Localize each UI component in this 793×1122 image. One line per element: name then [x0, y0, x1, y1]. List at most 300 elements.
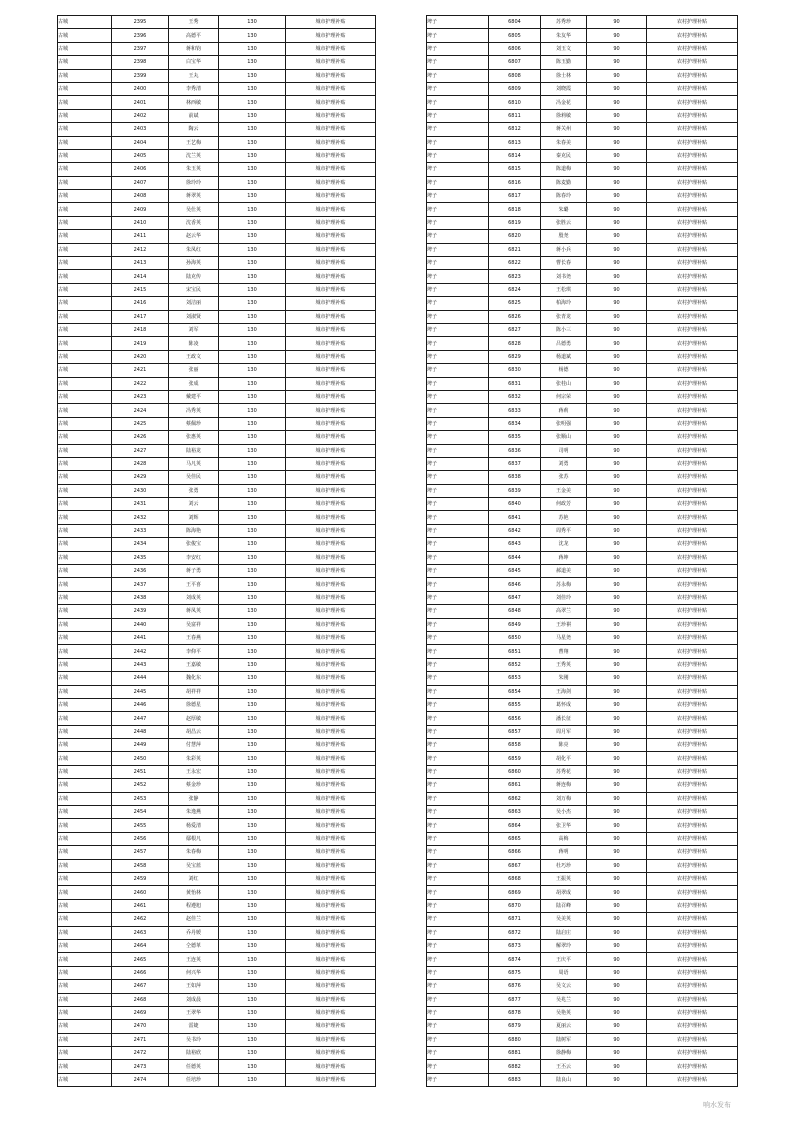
serial-number-cell: 6868	[489, 873, 541, 886]
person-name-cell: 司明	[541, 444, 587, 457]
table-row	[427, 645, 738, 658]
person-name-cell: 刘成英	[169, 591, 219, 604]
table-row	[427, 56, 738, 69]
subsidy-category-cell: 城市护理补贴	[286, 765, 376, 778]
person-name-cell: 刘辉	[169, 511, 219, 524]
subsidy-category-cell: 城市护理补贴	[286, 565, 376, 578]
serial-number-cell: 2451	[112, 765, 169, 778]
serial-number-cell: 2412	[112, 243, 169, 256]
amount-cell: 130	[219, 230, 286, 243]
serial-number-cell: 2423	[112, 390, 169, 403]
table-row	[427, 216, 738, 229]
serial-number-cell: 2441	[112, 631, 169, 644]
subsidy-category-cell: 城市护理补贴	[286, 337, 376, 350]
table-row	[427, 1033, 738, 1046]
amount-cell: 130	[219, 524, 286, 537]
subsidy-category-cell: 城市护理补贴	[286, 939, 376, 952]
person-name-cell: 李秀清	[169, 82, 219, 95]
person-name-cell: 王丸	[169, 69, 219, 82]
amount-cell: 130	[219, 672, 286, 685]
serial-number-cell: 6879	[489, 1020, 541, 1033]
table-row	[58, 926, 376, 939]
table-row	[58, 350, 376, 363]
subsidy-category-cell: 农村护理补贴	[647, 390, 738, 403]
table-row	[58, 337, 376, 350]
table-row	[427, 511, 738, 524]
amount-cell: 90	[587, 698, 647, 711]
serial-number-cell: 6819	[489, 216, 541, 229]
region-cell: 古城	[58, 270, 112, 283]
person-name-cell: 刘勇	[541, 457, 587, 470]
subsidy-category-cell: 城市护理补贴	[286, 323, 376, 336]
amount-cell: 90	[587, 431, 647, 444]
subsidy-category-cell: 农村护理补贴	[647, 913, 738, 926]
subsidy-category-cell: 农村护理补贴	[647, 364, 738, 377]
serial-number-cell: 6849	[489, 618, 541, 631]
person-name-cell: 黄怡林	[169, 886, 219, 899]
serial-number-cell: 6824	[489, 283, 541, 296]
region-cell: 古城	[58, 806, 112, 819]
region-cell: 古城	[58, 42, 112, 55]
subsidy-category-cell: 城市护理补贴	[286, 886, 376, 899]
amount-cell: 90	[587, 163, 647, 176]
person-name-cell: 刘佳玲	[541, 591, 587, 604]
region-cell: 埤子	[427, 123, 489, 136]
subsidy-category-cell: 农村护理补贴	[647, 82, 738, 95]
subsidy-category-cell: 农村护理补贴	[647, 457, 738, 470]
table-row	[58, 524, 376, 537]
subsidy-category-cell: 农村护理补贴	[647, 806, 738, 819]
subsidy-category-cell: 农村护理补贴	[647, 323, 738, 336]
table-row	[427, 323, 738, 336]
person-name-cell: 陶云	[169, 123, 219, 136]
table-row	[427, 364, 738, 377]
table-row	[427, 618, 738, 631]
person-name-cell: 蒋莉	[541, 404, 587, 417]
person-name-cell: 刘洁丽	[169, 297, 219, 310]
serial-number-cell: 6883	[489, 1073, 541, 1086]
serial-number-cell: 6875	[489, 966, 541, 979]
amount-cell: 130	[219, 310, 286, 323]
serial-number-cell: 2426	[112, 431, 169, 444]
person-name-cell: 胡昌云	[169, 725, 219, 738]
subsidy-category-cell: 城市护理补贴	[286, 457, 376, 470]
region-cell: 古城	[58, 779, 112, 792]
table-row	[58, 216, 376, 229]
person-name-cell: 陆裕欣	[169, 1047, 219, 1060]
amount-cell: 90	[587, 498, 647, 511]
serial-number-cell: 6858	[489, 739, 541, 752]
person-name-cell: 魏化东	[169, 672, 219, 685]
serial-number-cell: 2464	[112, 939, 169, 952]
serial-number-cell: 2425	[112, 417, 169, 430]
serial-number-cell: 2408	[112, 190, 169, 203]
region-cell: 古城	[58, 82, 112, 95]
person-name-cell: 葛怀成	[541, 698, 587, 711]
region-cell: 埤子	[427, 806, 489, 819]
amount-cell: 130	[219, 926, 286, 939]
person-name-cell: 吴文云	[541, 980, 587, 993]
subsidy-category-cell: 农村护理补贴	[647, 511, 738, 524]
subsidy-category-cell: 城市护理补贴	[286, 29, 376, 42]
person-name-cell: 胡化平	[541, 752, 587, 765]
subsidy-category-cell: 农村护理补贴	[647, 69, 738, 82]
person-name-cell: 苏永梅	[541, 578, 587, 591]
subsidy-category-cell: 城市护理补贴	[286, 310, 376, 323]
region-cell: 埤子	[427, 980, 489, 993]
person-name-cell: 徐德星	[169, 698, 219, 711]
table-row	[58, 1060, 376, 1073]
subsidy-category-cell: 农村护理补贴	[647, 444, 738, 457]
amount-cell: 90	[587, 323, 647, 336]
subsidy-category-cell: 农村护理补贴	[647, 926, 738, 939]
table-row	[427, 792, 738, 805]
table-row	[58, 42, 376, 55]
region-cell: 埤子	[427, 765, 489, 778]
amount-cell: 130	[219, 431, 286, 444]
table-row	[427, 29, 738, 42]
region-cell: 古城	[58, 739, 112, 752]
table-row	[58, 779, 376, 792]
region-cell: 埤子	[427, 846, 489, 859]
serial-number-cell: 2404	[112, 136, 169, 149]
table-row	[58, 16, 376, 29]
person-name-cell: 何政芳	[541, 498, 587, 511]
table-row	[427, 149, 738, 162]
table-row	[427, 939, 738, 952]
person-name-cell: 周秀平	[541, 524, 587, 537]
person-name-cell: 冯金花	[541, 96, 587, 109]
amount-cell: 90	[587, 913, 647, 926]
person-name-cell: 蒋翠英	[169, 190, 219, 203]
subsidy-category-cell: 农村护理补贴	[647, 136, 738, 149]
subsidy-category-cell: 城市护理补贴	[286, 498, 376, 511]
table-row	[427, 953, 738, 966]
person-name-cell: 仝德革	[169, 939, 219, 952]
region-cell: 古城	[58, 417, 112, 430]
region-cell: 古城	[58, 926, 112, 939]
table-row	[58, 698, 376, 711]
person-name-cell: 朱彩英	[169, 752, 219, 765]
serial-number-cell: 6882	[489, 1060, 541, 1073]
amount-cell: 130	[219, 149, 286, 162]
region-cell: 埤子	[427, 96, 489, 109]
region-cell: 古城	[58, 672, 112, 685]
amount-cell: 130	[219, 29, 286, 42]
region-cell: 埤子	[427, 270, 489, 283]
amount-cell: 90	[587, 364, 647, 377]
table-row	[427, 297, 738, 310]
region-cell: 埤子	[427, 69, 489, 82]
amount-cell: 90	[587, 96, 647, 109]
subsidy-category-cell: 城市护理补贴	[286, 203, 376, 216]
person-name-cell: 胡翠成	[541, 886, 587, 899]
region-cell: 埤子	[427, 1033, 489, 1046]
person-name-cell: 王海剑	[541, 685, 587, 698]
amount-cell: 90	[587, 806, 647, 819]
table-row	[427, 123, 738, 136]
region-cell: 古城	[58, 752, 112, 765]
person-name-cell: 任培珍	[169, 1073, 219, 1086]
table-row	[427, 1073, 738, 1086]
table-row	[58, 457, 376, 470]
subsidy-category-cell: 农村护理补贴	[647, 498, 738, 511]
table-row	[427, 377, 738, 390]
serial-number-cell: 2465	[112, 953, 169, 966]
person-name-cell: 王嘉敏	[169, 658, 219, 671]
table-row	[58, 739, 376, 752]
region-cell: 古城	[58, 712, 112, 725]
serial-number-cell: 6860	[489, 765, 541, 778]
subsidy-category-cell: 城市护理补贴	[286, 846, 376, 859]
table-row	[427, 337, 738, 350]
serial-number-cell: 6830	[489, 364, 541, 377]
table-row	[427, 417, 738, 430]
amount-cell: 130	[219, 551, 286, 564]
table-row	[58, 243, 376, 256]
subsidy-category-cell: 农村护理补贴	[647, 538, 738, 551]
serial-number-cell: 2447	[112, 712, 169, 725]
subsidy-category-cell: 农村护理补贴	[647, 631, 738, 644]
region-cell: 埤子	[427, 1060, 489, 1073]
region-cell: 古城	[58, 123, 112, 136]
table-row	[58, 631, 376, 644]
subsidy-category-cell: 农村护理补贴	[647, 672, 738, 685]
person-name-cell: 张俊宝	[169, 538, 219, 551]
serial-number-cell: 2399	[112, 69, 169, 82]
amount-cell: 90	[587, 658, 647, 671]
amount-cell: 90	[587, 176, 647, 189]
region-cell: 古城	[58, 29, 112, 42]
subsidy-category-cell: 城市护理补贴	[286, 591, 376, 604]
region-cell: 古城	[58, 698, 112, 711]
table-row	[58, 257, 376, 270]
subsidy-category-cell: 农村护理补贴	[647, 685, 738, 698]
amount-cell: 130	[219, 618, 286, 631]
serial-number-cell: 2405	[112, 149, 169, 162]
amount-cell: 130	[219, 939, 286, 952]
person-name-cell: 王金美	[541, 484, 587, 497]
amount-cell: 90	[587, 886, 647, 899]
serial-number-cell: 6861	[489, 779, 541, 792]
table-row	[58, 390, 376, 403]
region-cell: 埤子	[427, 578, 489, 591]
amount-cell: 90	[587, 203, 647, 216]
amount-cell: 130	[219, 591, 286, 604]
serial-number-cell: 6874	[489, 953, 541, 966]
table-row	[58, 752, 376, 765]
subsidy-category-cell: 农村护理补贴	[647, 431, 738, 444]
serial-number-cell: 6820	[489, 230, 541, 243]
table-row	[427, 538, 738, 551]
table-row	[58, 859, 376, 872]
amount-cell: 130	[219, 739, 286, 752]
table-row	[427, 1060, 738, 1073]
subsidy-category-cell: 城市护理补贴	[286, 136, 376, 149]
subsidy-category-cell: 城市护理补贴	[286, 792, 376, 805]
subsidy-category-cell: 农村护理补贴	[647, 310, 738, 323]
region-cell: 埤子	[427, 899, 489, 912]
region-cell: 古城	[58, 993, 112, 1006]
amount-cell: 130	[219, 404, 286, 417]
table-row	[427, 712, 738, 725]
person-name-cell: 朱凤红	[169, 243, 219, 256]
amount-cell: 90	[587, 953, 647, 966]
person-name-cell: 冯秀英	[169, 404, 219, 417]
serial-number-cell: 2449	[112, 739, 169, 752]
region-cell: 古城	[58, 859, 112, 872]
region-cell: 古城	[58, 511, 112, 524]
subsidy-category-cell: 城市护理补贴	[286, 123, 376, 136]
amount-cell: 90	[587, 390, 647, 403]
person-name-cell: 解翠玲	[541, 939, 587, 952]
amount-cell: 130	[219, 82, 286, 95]
serial-number-cell: 2435	[112, 551, 169, 564]
person-name-cell: 吴佳民	[169, 471, 219, 484]
serial-number-cell: 6869	[489, 886, 541, 899]
person-name-cell: 苏艳	[541, 511, 587, 524]
subsidy-category-cell: 城市护理补贴	[286, 283, 376, 296]
subsidy-category-cell: 农村护理补贴	[647, 591, 738, 604]
region-cell: 古城	[58, 819, 112, 832]
amount-cell: 130	[219, 1006, 286, 1019]
table-row	[58, 899, 376, 912]
region-cell: 埤子	[427, 565, 489, 578]
region-cell: 古城	[58, 618, 112, 631]
amount-cell: 130	[219, 886, 286, 899]
person-name-cell: 张惠英	[169, 431, 219, 444]
table-row	[58, 565, 376, 578]
subsidy-category-cell: 城市护理补贴	[286, 1033, 376, 1046]
person-name-cell: 王如萍	[169, 980, 219, 993]
region-cell: 埤子	[427, 752, 489, 765]
region-cell: 古城	[58, 980, 112, 993]
amount-cell: 130	[219, 297, 286, 310]
table-row	[58, 806, 376, 819]
table-row	[58, 1073, 376, 1086]
table-row	[58, 819, 376, 832]
subsidy-category-cell: 农村护理补贴	[647, 257, 738, 270]
region-cell: 埤子	[427, 16, 489, 29]
subsidy-category-cell: 农村护理补贴	[647, 618, 738, 631]
person-name-cell: 吴富祥	[169, 618, 219, 631]
serial-number-cell: 2401	[112, 96, 169, 109]
serial-number-cell: 2470	[112, 1020, 169, 1033]
table-row	[427, 913, 738, 926]
subsidy-category-cell: 农村护理补贴	[647, 484, 738, 497]
serial-number-cell: 2442	[112, 645, 169, 658]
amount-cell: 130	[219, 283, 286, 296]
region-cell: 埤子	[427, 390, 489, 403]
serial-number-cell: 6828	[489, 337, 541, 350]
region-cell: 古城	[58, 605, 112, 618]
serial-number-cell: 6822	[489, 257, 541, 270]
table-row	[427, 163, 738, 176]
table-row	[58, 832, 376, 845]
person-name-cell: 张顺山	[541, 431, 587, 444]
amount-cell: 90	[587, 444, 647, 457]
region-cell: 古城	[58, 846, 112, 859]
region-cell: 埤子	[427, 404, 489, 417]
amount-cell: 130	[219, 337, 286, 350]
region-cell: 埤子	[427, 524, 489, 537]
person-name-cell: 张苏	[541, 471, 587, 484]
table-row	[58, 176, 376, 189]
table-row	[58, 471, 376, 484]
person-name-cell: 林西敏	[169, 96, 219, 109]
serial-number-cell: 2437	[112, 578, 169, 591]
amount-cell: 130	[219, 565, 286, 578]
region-cell: 古城	[58, 350, 112, 363]
region-cell: 埤子	[427, 913, 489, 926]
region-cell: 埤子	[427, 658, 489, 671]
region-cell: 古城	[58, 913, 112, 926]
serial-number-cell: 6808	[489, 69, 541, 82]
person-name-cell: 陆召峰	[541, 899, 587, 912]
table-row	[427, 926, 738, 939]
watermark-text: 响水发布	[703, 1101, 731, 1109]
table-row	[58, 484, 376, 497]
person-name-cell: 白宝华	[169, 56, 219, 69]
region-cell: 古城	[58, 899, 112, 912]
region-cell: 古城	[58, 1033, 112, 1046]
subsidy-category-cell: 农村护理补贴	[647, 846, 738, 859]
serial-number-cell: 2403	[112, 123, 169, 136]
amount-cell: 90	[587, 551, 647, 564]
region-cell: 古城	[58, 685, 112, 698]
serial-number-cell: 2456	[112, 832, 169, 845]
region-cell: 古城	[58, 136, 112, 149]
amount-cell: 90	[587, 109, 647, 122]
table-row	[58, 270, 376, 283]
region-cell: 古城	[58, 364, 112, 377]
serial-number-cell: 6842	[489, 524, 541, 537]
amount-cell: 90	[587, 457, 647, 470]
person-name-cell: 刘红	[169, 873, 219, 886]
person-name-cell: 赵厚敏	[169, 712, 219, 725]
serial-number-cell: 2402	[112, 109, 169, 122]
person-name-cell: 沈龙	[541, 538, 587, 551]
serial-number-cell: 2452	[112, 779, 169, 792]
person-name-cell: 李仰平	[169, 645, 219, 658]
table-row	[427, 591, 738, 604]
serial-number-cell: 2450	[112, 752, 169, 765]
region-cell: 古城	[58, 551, 112, 564]
serial-number-cell: 2473	[112, 1060, 169, 1073]
table-row	[58, 404, 376, 417]
subsidy-category-cell: 农村护理补贴	[647, 993, 738, 1006]
subsidy-category-cell: 城市护理补贴	[286, 832, 376, 845]
table-row	[427, 658, 738, 671]
amount-cell: 90	[587, 792, 647, 805]
amount-cell: 90	[587, 685, 647, 698]
region-cell: 古城	[58, 56, 112, 69]
region-cell: 埤子	[427, 243, 489, 256]
region-cell: 埤子	[427, 350, 489, 363]
amount-cell: 130	[219, 1073, 286, 1086]
region-cell: 埤子	[427, 832, 489, 845]
person-name-cell: 张丽	[169, 364, 219, 377]
subsidy-category-cell: 城市护理补贴	[286, 350, 376, 363]
amount-cell: 90	[587, 82, 647, 95]
amount-cell: 90	[587, 565, 647, 578]
serial-number-cell: 6841	[489, 511, 541, 524]
subsidy-category-cell: 城市护理补贴	[286, 484, 376, 497]
amount-cell: 130	[219, 832, 286, 845]
subsidy-category-cell: 城市护理补贴	[286, 953, 376, 966]
subsidy-category-cell: 城市护理补贴	[286, 712, 376, 725]
amount-cell: 90	[587, 511, 647, 524]
